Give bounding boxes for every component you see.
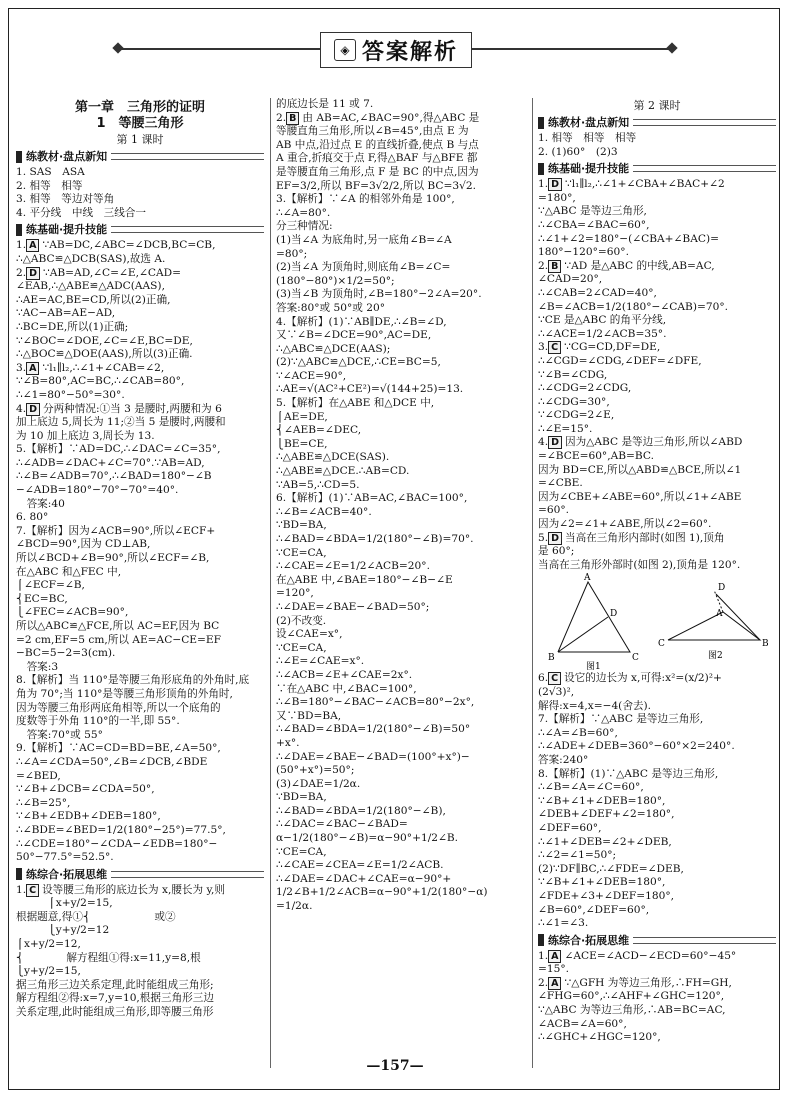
text-line: 2. 相等 相等: [16, 179, 83, 192]
figure2-height: [716, 594, 760, 640]
text-line: 所以∠BCD+∠B=90°,所以∠ECF=∠B,: [16, 552, 210, 565]
answer-choice: C: [548, 672, 561, 685]
figure2-caption: 图2: [708, 651, 723, 662]
text-line: ∴∠CDG=30°,: [538, 395, 610, 408]
text-line: ∴∠BDE=∠BED=1/2(180°−25°)=77.5°,: [16, 823, 226, 836]
text-line: ∵△ABC 为等边三角形,∴AB=BC=AC,: [538, 1004, 726, 1017]
question-number: 3.: [16, 361, 27, 374]
question-number: 5.: [538, 531, 549, 544]
figure2-vertex-label: A: [716, 609, 723, 620]
section-banner: [538, 115, 776, 130]
answer-line: [276, 112, 526, 126]
text-line: ∴∠2=∠1=50°;: [538, 849, 617, 862]
text-line: ∴AE=AC,BE=CD,所以(2)正确,: [16, 293, 171, 306]
answer-choice: D: [26, 403, 40, 416]
text-line: ∵△ABC 是等边三角形,: [538, 205, 647, 218]
text-line: 1. SAS ASA: [16, 166, 85, 178]
text-line: 6. 80°: [16, 511, 49, 524]
text-line: ∴∠1=∠3.: [538, 917, 589, 930]
text-line: 3.【解析】∵∠A 的相邻外角是 100°,: [276, 193, 455, 206]
text-line: ∴∠ADE+∠DEB=360°−60°×2=240°.: [538, 740, 735, 753]
figure1-vertex-label: A: [584, 573, 591, 584]
text-line: 在△ABC 和△FEC 中,: [16, 565, 122, 578]
text-line: 答案:240°: [538, 753, 589, 766]
text-line: ⎩BE=CE,: [276, 437, 328, 450]
banner-rule: [111, 226, 264, 233]
answer-line: [16, 267, 264, 281]
text-line: ∴∠A=∠CDA=50°,∠B=∠DCB,∠BDE: [16, 755, 208, 768]
text-line: =1/2α.: [276, 900, 313, 913]
text-line: ∴∠BAD=∠BDA=1/2(180°−∠B),: [276, 804, 446, 817]
text-line: 加上底边 5,周长为 11;②当 5 是腰时,两腰和: [16, 416, 226, 429]
text-line: ∵∠B=∠CDG,: [538, 368, 608, 381]
text-line: α−1/2(180°−∠B)=α−90°+1/2∠B.: [276, 832, 459, 845]
text-line: 50°−77.5°=52.5°.: [16, 851, 114, 864]
text-line: ∴△ABC≌△DCB(SAS),故选 A.: [16, 252, 166, 265]
answer-line: [16, 403, 264, 417]
text-line: ∴∠BAD=∠BDA=1/2(180°−∠B)=70°.: [276, 533, 474, 545]
answer-line: [538, 672, 776, 686]
text-line: 的底边长是 11 或 7.: [276, 98, 374, 110]
text-line: ∵∠BOC=∠DOE,∠C=∠E,BC=DE,: [16, 334, 193, 347]
text-line: −∠ADB=180°−70°−70°=40°.: [16, 484, 179, 497]
answer-line: [16, 884, 264, 898]
banner-rule: [111, 871, 264, 878]
banner-marker: [16, 151, 22, 163]
answer-choice: D: [548, 178, 562, 191]
text-line: =120°,: [276, 587, 314, 600]
text-line: (180°−80°)×1/2=50°;: [276, 274, 395, 287]
banner-marker: [16, 868, 22, 880]
answer-line: [16, 362, 264, 376]
text-line: 7.【解析】因为∠ACB=90°,所以∠ECF+: [16, 524, 216, 537]
text-line: =∠BCE=60°,AB=BC.: [538, 450, 654, 463]
text-line: ∠DEB+∠DEF+∠2=180°,: [538, 808, 675, 821]
text-line: 1. 相等 相等 相等: [538, 132, 637, 144]
text-line: ∵BD=BA,: [276, 791, 327, 804]
question-number: 4.: [16, 402, 27, 415]
text-line: ∴∠CDE=180°−∠CDA−∠EDB=180°−: [16, 837, 218, 850]
text-line: ∴∠A=∠B=60°,: [538, 726, 618, 739]
figure2-vertex-label: D: [718, 583, 726, 594]
answer-text: 当高在三角形内部时(如图 1),顶角: [565, 531, 725, 544]
answer-text: 由 AB=AC,∠BAC=90°,得△ABC 是: [302, 111, 480, 124]
text-line: 答案:70°或 55°: [16, 728, 103, 741]
section-banner: [538, 933, 776, 948]
text-line: ∠B=∠ACB=1/2(180°−∠CAB)=70°.: [538, 300, 728, 313]
question-number: 1.: [16, 239, 27, 252]
header-diamond-right: [666, 42, 677, 53]
question-number: 4.: [538, 436, 549, 449]
text-line: ∵∠B+∠1+∠DEB=180°,: [538, 794, 666, 807]
text-line: 又∵∠B=∠DCE=90°,AC=DE,: [276, 329, 432, 342]
answer-choice: C: [26, 884, 39, 897]
column-right: [538, 98, 776, 1068]
text-line: ∴∠CBA=∠BAC=60°,: [538, 218, 650, 231]
text-line: 设∠CAE=x°,: [276, 628, 343, 641]
text-line: (1)当∠A 为底角时,另一底角∠B=∠A: [276, 233, 452, 246]
text-line: 根据题意,得①⎨ 或②: [16, 910, 176, 923]
figure1-triangle: [558, 582, 630, 652]
text-line: ∴∠DAE=∠BAE−∠BAD=50°;: [276, 600, 430, 613]
answer-text: 设它的边长为 x,可得:x²=(x/2)²+: [564, 672, 722, 685]
section-banner: [16, 149, 264, 164]
section-banner: [16, 867, 264, 882]
answer-text: ∵CG=CD,DF=DE,: [564, 341, 661, 354]
text-line: ⎨∠AEB=∠DEC,: [276, 424, 362, 437]
figure1-vertex-label: C: [632, 653, 639, 664]
question-number: 2.: [276, 111, 287, 124]
answer-choice: A: [548, 977, 561, 990]
answer-choice: B: [286, 112, 299, 125]
text-line: ∴∠1+∠DEB=∠2+∠DEB,: [538, 835, 672, 848]
text-line: +x°.: [276, 736, 300, 749]
text-line: ∴△BOC≌△DOE(AAS),所以(3)正确.: [16, 348, 193, 361]
text-line: ∴∠DAE=∠DAC+∠CAE=α−90°+: [276, 872, 452, 885]
text-line: 8.【解析】当 110°是等腰三角形底角的外角时,底: [16, 674, 250, 687]
text-line: 8.【解析】(1)∵△ABC 是等边三角形,: [538, 767, 719, 780]
text-line: ∠FHG=60°,∴∠AHF+∠GHC=120°,: [538, 990, 725, 1003]
text-line: ∵在△ABC 中,∠BAC=100°,: [276, 682, 417, 695]
text-line: ∵∠CDG=2∠E,: [538, 409, 615, 422]
text-line: ⎩y+y/2=12: [16, 924, 110, 937]
answer-choice: A: [26, 239, 39, 252]
text-line: (3)∠DAE=1/2α.: [276, 777, 361, 790]
text-line: 因为等腰三角形两底角相等,所以一个底角的: [16, 701, 221, 714]
text-line: 是等腰直角三角形,点 F 是 BC 的中点,因为: [276, 165, 479, 178]
text-line: ∴△ABC≌△DCE(AAS);: [276, 342, 391, 355]
banner-marker: [16, 224, 22, 236]
text-line: ∵∠B+∠DCB=∠CDA=50°,: [16, 783, 155, 796]
text-line: ∠BCD=90°,因为 CD⊥AB,: [16, 538, 151, 551]
text-line: 答案:40: [16, 497, 65, 510]
text-line: 7.【解析】∵△ABC 是等边三角形,: [538, 713, 704, 726]
text-line: =60°.: [538, 504, 570, 517]
question-number: 2.: [16, 266, 27, 279]
answer-text: ∵AD 是△ABC 的中线,AB=AC,: [564, 259, 715, 272]
answer-text: 因为△ABC 是等边三角形,所以∠ABD: [565, 436, 743, 449]
text-line: 度数等于外角 110°的一半,即 55°.: [16, 715, 180, 728]
text-line: ∴∠DAE=∠BAE−∠BAD=(100°+x°)−: [276, 750, 470, 763]
text-line: 据三角形三边关系定理,此时能组成三角形;: [16, 978, 214, 991]
text-line: ∵CE=CA,: [276, 546, 327, 559]
column-middle: [276, 98, 526, 1068]
header-title-box: [320, 32, 472, 68]
banner-label: 练基础·提升技能: [26, 223, 108, 237]
column-left: [16, 98, 264, 1068]
banner-rule: [633, 165, 776, 172]
chapter-title: 第一章 三角形的证明: [74, 100, 205, 115]
text-line: 4. 平分线 中线 三线合一: [16, 206, 147, 219]
text-line: ∠FDE+∠3+∠DEF=180°,: [538, 889, 675, 902]
text-line: 4.【解析】(1)∵AB∥DE,∴∠B=∠D,: [276, 315, 447, 328]
text-line: ∠DEF=60°,: [538, 821, 602, 834]
triangle-figures: [538, 572, 768, 672]
text-line: ∴∠CGD=∠CDG,∠DEF=∠DFE,: [538, 354, 702, 367]
text-line: EF=3/2,所以 BF=3√2/2,所以 BC=3√2.: [276, 179, 476, 192]
text-line: (2)当∠A 为顶角时,则底角∠B=∠C=: [276, 261, 451, 274]
answer-line: [538, 977, 776, 991]
text-line: ∴∠B=∠ADB=70°,∴∠BAD=180°−∠B: [16, 470, 212, 483]
text-line: ∴AE=√(AC²+CE²)=√(144+25)=13.: [276, 383, 464, 396]
figure1-vertex-label: B: [548, 653, 555, 664]
text-line: ⎧x+y/2=15,: [16, 897, 113, 910]
figure1-caption: 图1: [586, 662, 601, 673]
text-line: −BC=5−2=3(cm).: [16, 647, 116, 660]
text-line: 180°−120°=60°.: [538, 246, 629, 259]
text-line: 为 10 加上底边 3,周长为 13.: [16, 429, 155, 442]
text-line: ∵∠ACE=90°,: [276, 369, 347, 382]
banner-marker: [538, 117, 544, 129]
text-line: ∠ACB=∠A=60°,: [538, 1017, 627, 1030]
text-line: 5.【解析】∵AD=DC,∴∠DAC=∠C=35°,: [16, 443, 221, 456]
text-line: 关系定理,此时能组成三角形,即等腰三角形: [16, 1006, 214, 1019]
text-line: ∴∠ADB=∠DAC+∠C=70°.∵AB=AD,: [16, 456, 205, 469]
header-rule-right: [470, 48, 670, 50]
answer-text: ∵AB=DC,∠ABC=∠DCB,BC=CB,: [42, 239, 216, 252]
answer-choice: A: [26, 362, 39, 375]
text-line: 等腰直角三角形,所以∠B=45°,由点 E 为: [276, 125, 469, 138]
text-line: 又∵BD=BA,: [276, 709, 342, 722]
answer-line: [16, 239, 264, 253]
section-banner: [16, 222, 264, 237]
question-number: 1.: [538, 178, 549, 191]
text-line: ∴∠B=∠ACB=40°.: [276, 505, 372, 518]
text-line: 因为∠2=∠1+∠ABE,所以∠2=60°.: [538, 518, 712, 531]
text-line: 因为 BD=CE,所以△ABD≌△BCE,所以∠1: [538, 463, 742, 476]
text-line: 答案:3: [16, 660, 59, 673]
text-line: ∴∠1+∠2=180°−(∠CBA+∠BAC)=: [538, 232, 719, 245]
answer-line: [538, 260, 776, 274]
text-line: ∴∠GHC+∠HGC=120°,: [538, 1031, 661, 1044]
text-line: 角为 70°;当 110°是等腰三角形顶角的外角时,: [16, 687, 233, 700]
answer-line: [538, 341, 776, 355]
text-line: ⎨EC=BC,: [16, 592, 68, 605]
text-line: ∵CE=CA,: [276, 845, 327, 858]
answer-choice: D: [548, 436, 562, 449]
banner-marker: [538, 163, 544, 175]
text-line: ⎧∠ECF=∠B,: [16, 579, 85, 592]
banner-label: 练教材·盘点新知: [548, 116, 630, 129]
text-line: ∴∠A=80°.: [276, 206, 331, 219]
text-line: AB 中点,沿过点 E 的直线折叠,使点 B 与点: [276, 138, 479, 151]
figure1-vertex-label: D: [610, 609, 618, 620]
header-rule-left: [120, 48, 320, 50]
banner-marker: [538, 934, 544, 946]
text-line: ∴∠B=∠A=∠C=60°,: [538, 781, 644, 794]
figure-group: [538, 572, 776, 672]
question-number: 2.: [538, 976, 549, 989]
text-line: ∴∠E=∠CAE=x°.: [276, 655, 365, 668]
text-line: 解得:x=4,x=−4(舍去).: [538, 699, 652, 712]
answer-line: [538, 950, 776, 964]
text-line: =180°,: [538, 191, 576, 204]
text-line: ⎩y+y/2=15,: [16, 965, 81, 978]
question-number: 1.: [538, 949, 549, 962]
text-line: 9.【解析】∵AC=CD=BD=BE,∠A=50°,: [16, 742, 221, 755]
text-line: 所以△ABC≌△FCE,所以 AC=EF,因为 BC: [16, 620, 220, 632]
text-line: 在△ABE 中,∠BAE=180°−∠B−∠E: [276, 573, 453, 586]
text-line: (2√3)²,: [538, 686, 575, 698]
column-divider: [532, 98, 533, 1068]
text-line: 解方程组②得:x=7,y=10,根据三角形三边: [16, 992, 214, 1005]
header-diamond-left: [112, 42, 123, 53]
text-line: ∴∠BAD=∠BDA=1/2(180°−∠B)=50°: [276, 723, 471, 736]
text-line: ∵∠B=80°,AC=BC,∴∠CAB=80°,: [16, 375, 185, 388]
text-line: ∠B=60°,∠DEF=60°,: [538, 903, 650, 916]
answer-line: [538, 436, 776, 450]
text-line: ∵AB=5,∴CD=5.: [276, 478, 360, 491]
text-line: 5.【解析】在△ABE 和△DCE 中,: [276, 397, 435, 410]
column-divider: [270, 98, 271, 1068]
answer-text: 分两种情况:①当 3 是腰时,两腰和为 6: [43, 402, 222, 415]
text-line: ∠CAD=20°,: [538, 273, 603, 286]
answer-line: [538, 532, 776, 546]
answer-choice: A: [548, 950, 561, 963]
text-line: ∵AC−AB=AE−AD,: [16, 307, 116, 320]
banner-label: 练综合·拓展思维: [548, 933, 630, 947]
question-number: 3.: [538, 341, 549, 354]
answer-choice: D: [26, 267, 40, 280]
text-line: ⎧AE=DE,: [276, 410, 328, 423]
answer-choice: D: [548, 532, 562, 545]
lesson-title: 第 1 课时: [116, 133, 164, 146]
answer-choice: B: [548, 260, 561, 273]
banner-label: 练基础·提升技能: [548, 162, 630, 176]
question-number: 1.: [16, 883, 27, 896]
text-line: ∴∠1=80°−50°=30°.: [16, 388, 125, 401]
text-line: 当高在三角形外部时(如图 2),顶角是 120°.: [538, 558, 741, 571]
text-line: ∴△ABE≌△DCE(SAS).: [276, 451, 390, 464]
banner-label: 练教材·盘点新知: [26, 150, 108, 163]
text-line: =80°;: [276, 247, 308, 260]
text-line: (50°+x°)=50°;: [276, 764, 355, 777]
text-line: ∴∠CAB=2∠CAD=40°,: [538, 286, 657, 299]
banner-label: 练综合·拓展思维: [26, 867, 108, 881]
answer-line: [538, 178, 776, 192]
text-line: (2)不改变.: [276, 614, 327, 627]
text-line: =2 cm,EF=5 cm,所以 AE=AC−CE=EF: [16, 633, 221, 646]
question-number: 2.: [538, 259, 549, 272]
banner-rule: [111, 153, 264, 160]
answer-text: ∵l₁∥l₂,∴∠1+∠CAB=∠2,: [42, 361, 165, 374]
text-line: ∠EAB,∴△ABE≌△ADC(AAS),: [16, 280, 165, 293]
text-line: (3)当∠B 为顶角时,∠B=180°−2∠A=20°.: [276, 288, 482, 301]
text-line: ⎩∠FEC=∠ACB=90°,: [16, 606, 129, 619]
question-number: 6.: [538, 672, 549, 685]
lightbulb-icon: ◈: [334, 39, 356, 61]
text-line: 6.【解析】(1)∵AB=AC,∠BAC=100°,: [276, 492, 468, 505]
text-line: 2. (1)60° (2)3: [538, 145, 618, 158]
figure2-vertex-label: C: [658, 639, 665, 650]
text-line: ∵CE 是△ABC 的角平分线,: [538, 314, 667, 327]
page-number: —157—: [366, 1058, 424, 1074]
answer-text: ∵△GFH 为等边三角形,∴FH=GH,: [564, 976, 732, 989]
text-line: 1/2∠B+1/2∠ACB=α−90°+1/2(180°−α): [276, 886, 488, 899]
text-line: =∠BED,: [16, 769, 61, 782]
text-line: ⎨ 解方程组①得:x=11,y=8,根: [16, 951, 201, 964]
text-line: ∴∠CAE=∠E=1/2∠ACB=20°.: [276, 560, 430, 573]
page-title: 答案解析: [361, 39, 458, 65]
text-line: ∴∠E=15°.: [538, 422, 593, 435]
text-line: ⎧x+y/2=12,: [16, 938, 81, 951]
text-line: ∴∠ACB=∠E+∠CAE=2x°.: [276, 668, 413, 681]
text-line: ∵∠B+∠1+∠DEB=180°,: [538, 876, 666, 889]
text-line: (2)∵DF∥BC,∴∠FDE=∠DEB,: [538, 862, 684, 875]
answer-text: ∠ACE=∠ACD−∠ECD=60°−45°: [564, 949, 737, 962]
text-line: (2)∵△ABC≌△DCE,∴CE=BC=5,: [276, 356, 441, 369]
text-line: ∴∠B=180°−∠BAC−∠ACB=80°−2x°,: [276, 696, 475, 709]
figure2-vertex-label: B: [762, 639, 768, 650]
text-line: ∵BD=BA,: [276, 519, 327, 532]
text-line: 是 60°;: [538, 545, 575, 558]
text-line: A 重合,折痕交于点 F,得△BAF 与△BFE 都: [276, 152, 478, 165]
text-line: ∴∠DAC=∠BAC−∠BAD=: [276, 818, 408, 831]
section-title: 1 等腰三角形: [96, 116, 184, 131]
banner-rule: [633, 937, 776, 944]
text-line: 因为∠CBE+∠ABE=60°,所以∠1+∠ABE: [538, 490, 742, 503]
text-line: ∴∠B=25°,: [16, 796, 71, 809]
text-line: ∴BC=DE,所以(1)正确;: [16, 320, 129, 333]
answer-text: 设等腰三角形的底边长为 x,腰长为 y,则: [42, 883, 226, 896]
text-line: ∴∠CAE=∠CEA=∠E=1/2∠ACB.: [276, 859, 444, 872]
text-line: =∠CBE.: [538, 477, 583, 490]
section-banner: [538, 161, 776, 176]
answer-choice: C: [548, 341, 561, 354]
lesson-title: 第 2 课时: [633, 99, 681, 112]
page-header: [0, 28, 790, 68]
text-line: =15°.: [538, 963, 570, 976]
answer-text: ∵l₁∥l₂,∴∠1+∠CBA+∠BAC+∠2: [565, 178, 725, 191]
answer-text: ∵AB=AD,∠C=∠E,∠CAD=: [43, 266, 182, 279]
banner-rule: [633, 119, 776, 126]
text-line: ∵∠B+∠EDB+∠DEB=180°,: [16, 810, 161, 823]
text-line: ∴△ABE≌△DCE.∴AB=CD.: [276, 465, 410, 478]
text-line: ∴∠CDG=2∠CDG,: [538, 382, 632, 395]
text-line: 3. 相等 等边对等角: [16, 193, 115, 206]
text-line: 答案:80°或 50°或 20°: [276, 301, 386, 314]
text-line: ∴∠ACE=1/2∠ACB=35°.: [538, 327, 667, 340]
text-line: ∵CE=CA,: [276, 641, 327, 654]
text-line: 分三种情况:: [276, 220, 333, 233]
